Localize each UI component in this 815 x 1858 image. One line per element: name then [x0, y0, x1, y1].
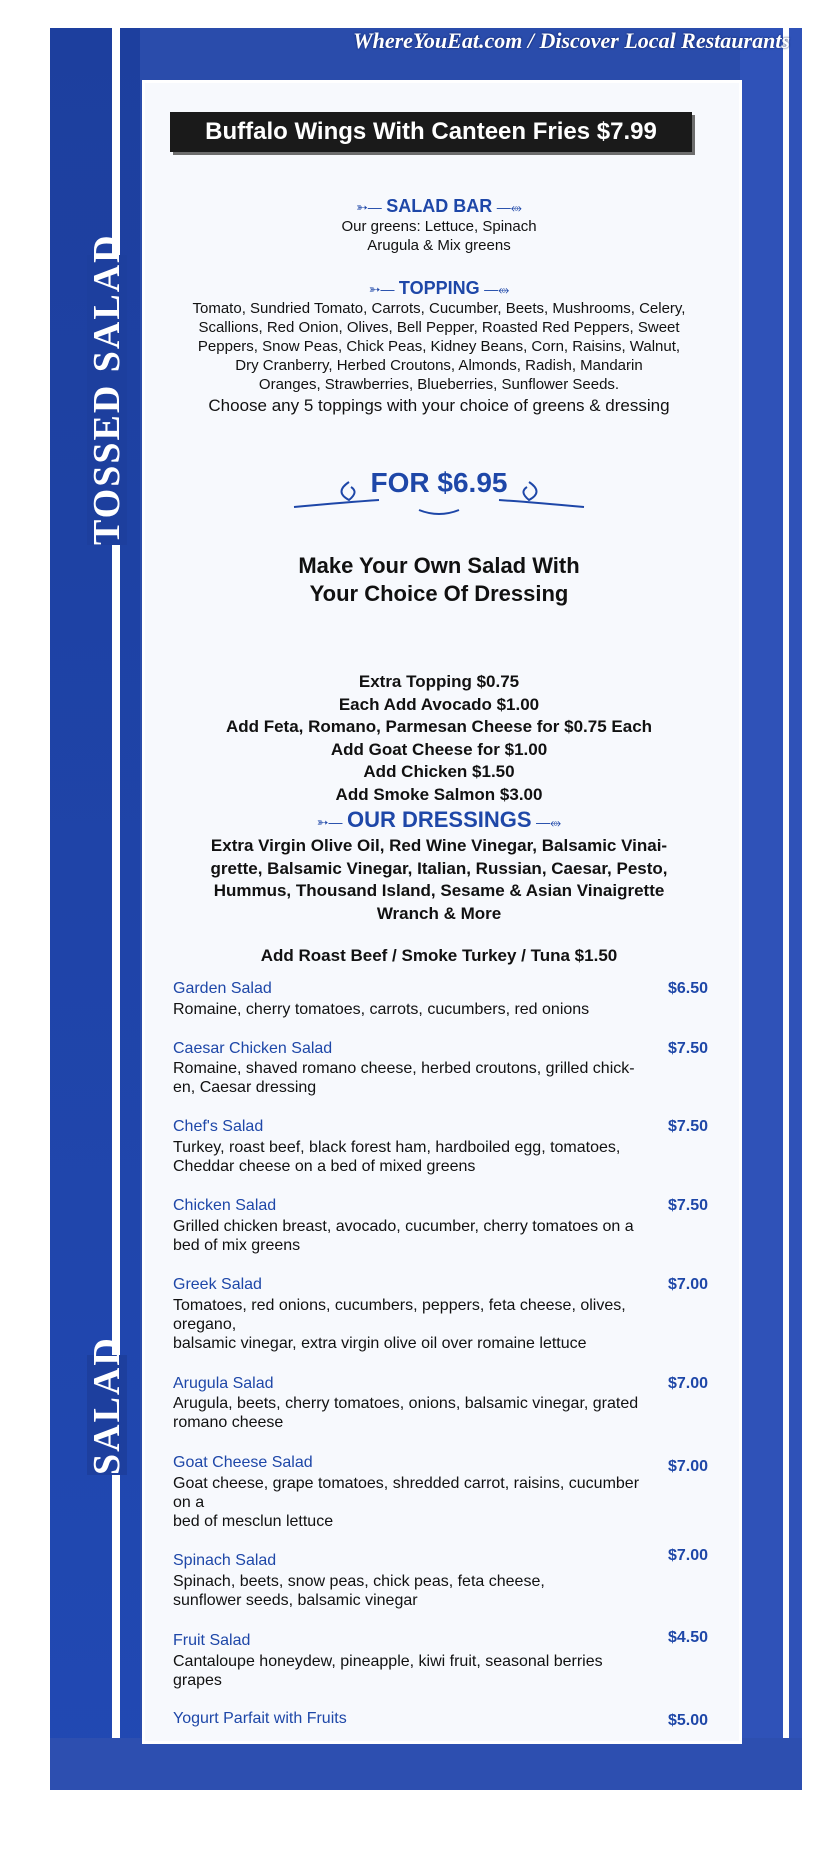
extras-list — [150, 671, 728, 806]
add-meat-note: Add Roast Beef / Smoke Turkey / Tuna $1.50 — [260, 946, 618, 965]
menu-item-desc-line: romano cheese — [173, 1414, 284, 1431]
menu-item-desc — [173, 1652, 718, 1690]
menu-item-desc-line: Goat cheese, grape tomatoes, shredded carrot, raisins, cucumber — [173, 1475, 640, 1492]
site-header[interactable]: WhereYouEat.com / Discover Local Restaurants — [353, 28, 790, 53]
menu-item-desc-line: balsamic vinegar, extra virgin olive oil over romaine lettuce — [173, 1335, 587, 1352]
menu-item-desc-line: Grilled chicken breast, avocado, cucumber, cherry tomatoes on a — [173, 1218, 634, 1235]
menu-item-desc-line: sunflower seeds, balsamic vinegar — [173, 1592, 418, 1609]
menu-item-desc-line: Cantaloupe honeydew, pineapple, kiwi fruit, seasonal berries — [173, 1653, 603, 1670]
menu-item-name: Garden Salad — [173, 980, 272, 997]
dressings-line: grette, Balsamic Vinegar, Italian, Russian, Caesar, Pesto, — [210, 858, 668, 878]
topping-line: Peppers, Snow Peas, Chick Peas, Kidney Beans, Corn, Raisins, Walnut, — [197, 338, 681, 355]
topping-section — [150, 278, 728, 415]
ornament-left-icon: ➳— — [368, 281, 395, 297]
extra-item: Each Add Avocado $1.00 — [338, 694, 540, 714]
make-your-own-line: Make Your Own Salad With — [298, 553, 580, 578]
ornament-right-icon: —⥈ — [536, 814, 562, 830]
right-band — [740, 28, 802, 1790]
menu-item-desc — [173, 1296, 718, 1353]
menu-item-price: $7.00 — [667, 1547, 708, 1564]
salad-bar-line: Our greens: Lettuce, Spinach — [341, 218, 537, 235]
salad-bar-line: Arugula & Mix greens — [367, 237, 511, 254]
menu-item-desc-line: en, Caesar dressing — [173, 1079, 317, 1096]
dressings-list — [150, 835, 728, 925]
extra-item: Add Feta, Romano, Parmesan Cheese for $0.75 Each — [225, 717, 653, 736]
salad-bar-heading: SALAD BAR — [386, 196, 493, 216]
menu-item-desc-line: on a — [173, 1494, 205, 1511]
menu-item-name: Fruit Salad — [173, 1632, 251, 1649]
menu-item-desc-line: Arugula, beets, cherry tomatoes, onions, balsamic vinegar, grated — [173, 1395, 639, 1412]
menu-item-name: Yogurt Parfait with Fruits — [173, 1710, 347, 1727]
make-your-own-line: Your Choice Of Dressing — [309, 581, 569, 606]
ornament-right-icon: —⥈ — [496, 199, 522, 215]
extra-item: Add Goat Cheese for $1.00 — [330, 739, 548, 759]
menu-item-desc — [173, 1059, 718, 1097]
menu-item-name: Chicken Salad — [173, 1197, 277, 1214]
menu-item-price: $4.50 — [667, 1629, 708, 1646]
menu-item-name: Chef's Salad — [173, 1118, 264, 1135]
extra-item: Add Chicken $1.50 — [363, 762, 515, 781]
make-your-own — [150, 552, 728, 608]
topping-heading-row — [150, 278, 728, 299]
menu-item-desc — [173, 1138, 718, 1176]
menu-item-name: Arugula Salad — [173, 1375, 274, 1392]
topping-line: Tomato, Sundried Tomato, Carrots, Cucumber, Beets, Mushrooms, Celery, — [192, 300, 686, 317]
menu-item-price: $7.00 — [667, 1458, 708, 1475]
menu-item-desc — [173, 1572, 718, 1610]
menu-item-desc-line: grapes — [173, 1672, 222, 1689]
side-label-salad: SALAD — [86, 1336, 128, 1475]
menu-item-price: $7.00 — [667, 1375, 708, 1392]
menu-item-price: $7.50 — [667, 1197, 708, 1214]
menu-item-desc — [173, 1394, 718, 1432]
menu-item-price: $5.00 — [667, 1712, 708, 1729]
extra-item: Add Smoke Salmon $3.00 — [335, 784, 543, 804]
right-stripe — [783, 28, 789, 1790]
dressings-heading: OUR DRESSINGS — [346, 807, 532, 832]
ornament-left-icon: ➳— — [356, 199, 382, 215]
topping-heading: TOPPING — [398, 278, 480, 298]
dressings-line: Hummus, Thousand Island, Sesame & Asian Vinaigrette — [213, 881, 665, 900]
menu-item-name: Spinach Salad — [173, 1552, 277, 1569]
side-label-tossed-salad: TOSSED SALAD — [86, 233, 128, 545]
dressings-section — [150, 807, 728, 925]
menu-item-desc-line: Cheddar cheese on a bed of mixed greens — [173, 1158, 476, 1175]
salad-bar-section — [150, 196, 728, 255]
dressings-line: Extra Virgin Olive Oil, Red Wine Vinegar, Balsamic Vinai- — [210, 836, 668, 855]
menu-item-desc-line: Romaine, cherry tomatoes, carrots, cucumbers, red onions — [173, 1001, 590, 1018]
menu-item-desc-line: Turkey, roast beef, black forest ham, hardboiled egg, tomatoes, — [173, 1139, 621, 1156]
menu-item-desc-line: bed of mix greens — [173, 1237, 301, 1254]
dressings-line: Wranch & More — [376, 903, 502, 923]
menu-item-price: $7.50 — [667, 1040, 708, 1057]
promo-banner: Buffalo Wings With Canteen Fries $7.99 — [170, 112, 692, 152]
menu-item-desc-line: Romaine, shaved romano cheese, herbed croutons, grilled chick- — [173, 1060, 635, 1077]
menu-item-price: $7.00 — [667, 1276, 708, 1293]
dressings-heading-row — [150, 807, 728, 833]
menu-item-desc-line: bed of mesclun lettuce — [173, 1513, 334, 1530]
topping-line: Oranges, Strawberries, Blueberries, Sunflower Seeds. — [258, 376, 620, 393]
offer-price: FOR $6.95 — [370, 467, 508, 498]
menu-item-name: Goat Cheese Salad — [173, 1454, 313, 1471]
topping-line: Scallions, Red Onion, Olives, Bell Pepper, Roasted Red Peppers, Sweet — [198, 319, 680, 336]
menu-item-name: Caesar Chicken Salad — [173, 1040, 333, 1057]
menu-item-name: Greek Salad — [173, 1276, 262, 1293]
menu-item-desc-line: oregano, — [173, 1316, 237, 1333]
menu-item-desc — [173, 1217, 718, 1255]
bottom-band — [50, 1738, 802, 1790]
extra-item: Extra Topping $0.75 — [358, 672, 520, 691]
ornament-right-icon: —⥈ — [484, 281, 510, 297]
menu-item-desc-line: Tomatoes, red onions, cucumbers, peppers, feta cheese, olives, — [173, 1297, 626, 1314]
menu-item-desc — [173, 1474, 718, 1531]
topping-choose-note: Choose any 5 toppings with your choice of greens & dressing — [208, 396, 670, 415]
menu-item-desc-line: Spinach, beets, snow peas, chick peas, feta cheese, — [173, 1573, 545, 1590]
ornament-left-icon: ➳— — [316, 814, 343, 830]
menu-item-price: $6.50 — [667, 980, 708, 997]
salad-bar-heading-row — [150, 196, 728, 217]
topping-line: Dry Cranberry, Herbed Croutons, Almonds, Radish, Mandarin — [235, 357, 643, 374]
offer-block — [150, 462, 728, 522]
menu-item-desc — [173, 1000, 718, 1019]
menu-item-price: $7.50 — [667, 1118, 708, 1135]
